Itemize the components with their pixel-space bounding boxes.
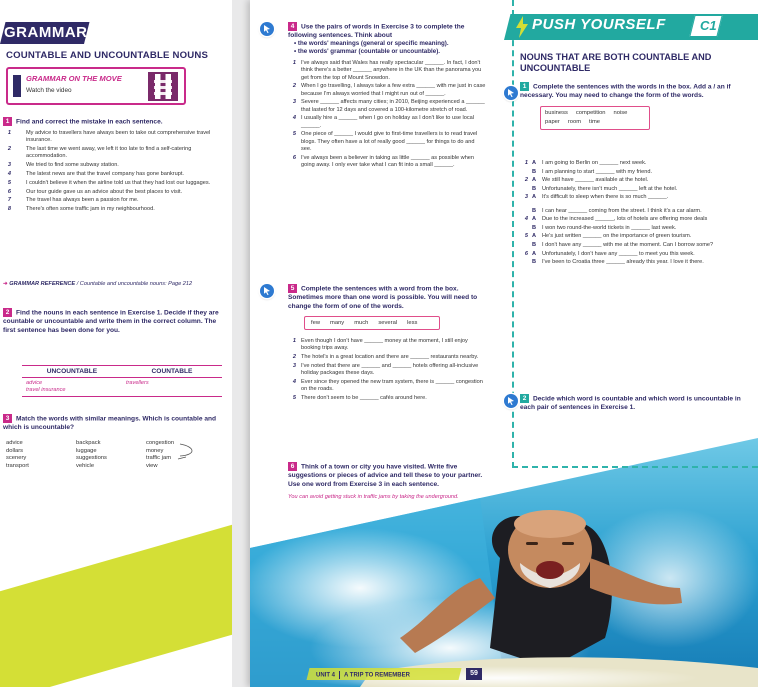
exercise-number: 1	[520, 82, 529, 91]
exercise-2	[3, 308, 223, 335]
uncountable-cell: advice travel insurance	[26, 380, 66, 394]
push-yourself-title: PUSH YOURSELF	[532, 16, 666, 33]
list-item: 8 There's often some traffic jam in my neighbourhood.	[7, 206, 155, 213]
audio-pointer-icon[interactable]	[504, 394, 518, 408]
page-number: 59	[466, 668, 482, 680]
list-item: B I don't have any ______ with me at the moment. Can I borrow some?	[532, 241, 714, 248]
list-item: 5 One piece of ______ I would give to first-time travellers is to read travel blogs. They often have a lot of really good ______ for things to do and see.	[292, 131, 478, 152]
push-yourself-panel	[504, 0, 758, 470]
on-the-move-title: GRAMMAR ON THE MOVE	[26, 74, 122, 83]
push-exercise-1	[520, 82, 742, 130]
list-item: 2 A We still have ______ available at the hotel.	[524, 177, 649, 184]
noun-table	[22, 365, 222, 397]
exercise-5	[288, 284, 486, 404]
column-header-uncountable: UNCOUNTABLE	[46, 368, 98, 375]
exercise-3	[3, 414, 223, 432]
audio-pointer-icon[interactable]	[260, 22, 274, 36]
grammar-on-the-move-box[interactable]	[6, 67, 186, 105]
exercise-instruction: 1 Complete the sentences with the words in the box. Add a / an if necessary. You may need to change the form of the words.	[520, 83, 731, 100]
exercise-number: 2	[520, 394, 529, 403]
exercise-number: 4	[288, 22, 297, 31]
exercise-1-items	[3, 130, 225, 213]
exercise-instruction: 2 Decide which word is countable and which word is uncountable in each pair of sentences in Exercise 1.	[520, 395, 741, 412]
exercise-4	[288, 22, 486, 171]
list-item: 6 A Unfortunately, I don't have any ______ to meet you this week.	[524, 250, 695, 257]
word-column: advice dollars scenery transport	[6, 440, 29, 469]
surfer-photo	[250, 438, 758, 687]
list-item: B I've been to Croatia three ______ already this year. I love it there.	[532, 259, 704, 266]
qr-code-icon[interactable]	[148, 72, 178, 101]
page-heading: COUNTABLE AND UNCOUNTABLE NOUNS	[6, 50, 209, 61]
exercise-instruction: 2 Find the nouns in each sentence in Exercise 1. Decide if they are countable or uncountable and write them in the correct column. The first sentence has been done for you.	[3, 309, 219, 335]
list-item: 3 A It's difficult to sleep when there is so much ______.	[524, 194, 669, 201]
list-item: 3 I've noted that there are ______ and ______ hotels offering all-inclusive holiday packages these days.	[292, 363, 479, 377]
section-label: GRAMMAR	[4, 24, 88, 41]
push-exercise-1-items	[520, 160, 744, 268]
exercise-number: 2	[3, 308, 12, 317]
list-item: 3 Severe ______ affects many cities; in 2010, Beijing experienced a ______ that lasted for 12 days and covered a 100-kilometre stretch of road.	[292, 99, 485, 113]
audio-pointer-icon[interactable]	[504, 86, 518, 100]
video-tab-icon	[13, 75, 21, 97]
list-item: B I am planning to start ______ with my friend.	[532, 168, 653, 175]
grammar-reference-link[interactable]: ➜ GRAMMAR REFERENCE / Countable and uncountable nouns: Page 212	[3, 281, 193, 287]
list-item: 1 My advice to travellers have always been to take out comprehensive travel insurance.	[7, 130, 211, 144]
exercise-instruction: 6 Think of a town or city you have visited. Write five suggestions or pieces of advice and tell these to your partner. Use one word from Exercise 3 in each sentence.	[288, 463, 483, 489]
footer-unit: UNIT 4 A TRIP TO REMEMBER	[316, 672, 410, 679]
list-item: 2 When I go travelling, I always take a few extra ______ with me just in case because I'm always worried that I might run out of ______.	[292, 83, 486, 97]
word-box: few many much several less	[304, 316, 440, 330]
word-column: congestion money traffic jam view	[146, 440, 175, 469]
example-sentence: You can avoid getting stuck in traffic jams by taking the underground.	[288, 494, 459, 501]
exercise-number: 6	[288, 462, 297, 471]
exercise-instruction: 4 Use the pairs of words in Exercise 3 to complete the following sentences. Think about	[288, 23, 465, 40]
list-item: 5 There don't seem to be ______ cafés around here.	[292, 395, 427, 402]
push-yourself-heading: NOUNS THAT ARE BOTH COUNTABLE AND UNCOUNTABLE	[520, 52, 712, 73]
list-item: 1 A I am going to Berlin on ______ next week.	[524, 160, 647, 166]
right-page	[250, 0, 758, 687]
exercise-number: 5	[288, 284, 297, 293]
push-exercise-2	[520, 394, 742, 412]
instruction-bullet: • the words' grammar (countable or uncountable).	[294, 48, 440, 56]
exercise-instruction: 5 Complete the sentences with a word from the box. Sometimes more than one word is possible. You will need to change the form of one of the words.	[288, 285, 478, 311]
exercise-number: 1	[3, 117, 12, 126]
arrow-right-icon: ➜	[3, 281, 8, 287]
countable-cell: travellers	[126, 380, 149, 386]
audio-pointer-icon[interactable]	[260, 284, 274, 298]
list-item: 5 A He's just written ______ on the importance of green tourism.	[524, 233, 692, 240]
list-item: 4 I usually hire a ______ when I go on holiday as I don't like to use local ______.	[292, 115, 475, 129]
level-label: C1	[700, 18, 717, 33]
list-item: B I won two round-the-world tickets in ______ last week.	[532, 224, 677, 231]
table-header	[22, 366, 222, 378]
instruction-bullet: • the words' meanings (general or specific meaning).	[294, 40, 449, 48]
lightning-icon	[514, 16, 530, 38]
list-item: B I can hear ______ coming from the street. I think it's a car alarm.	[532, 207, 702, 214]
table-row	[22, 378, 222, 396]
list-item: 1 Even though I don't have ______ money at the moment, I still enjoy booking trips away.	[292, 338, 468, 352]
exercise-instruction: 1 Find and correct the mistake in each sentence.	[3, 117, 225, 126]
list-item: 2 The hotel's in a great location and there are ______ restaurants nearby.	[292, 354, 479, 361]
list-item: 3 We tried to find some subway station.	[7, 162, 119, 169]
exercise-1	[3, 117, 225, 215]
column-header-countable: COUNTABLE	[151, 368, 193, 375]
list-item: 6 I've always been a believer in taking as little ______ as possible when going away. I only ever take what I can fit into a small ______.	[292, 154, 475, 168]
word-column: backpack luggage suggestions vehicle	[76, 440, 107, 469]
exercise-number: 3	[3, 414, 12, 423]
list-item: 1 I've always said that Wales has really spectacular ______. In fact, I don't think there's a better ______ anywhere in the UK than the panorama you get from the top of Mount Snowdon.	[292, 60, 482, 81]
watch-video-link[interactable]: Watch the video	[26, 87, 72, 94]
word-box: business competition noise paper room time	[540, 106, 650, 130]
list-item: 2 The last time we went away, we left it too late to find a self-catering accommodation.	[7, 146, 192, 160]
list-item: 4 The latest news are that the travel company has gone bankrupt.	[7, 171, 184, 178]
list-item: 7 The travel has always been a passion for me.	[7, 197, 139, 204]
list-item: 5 I couldn't believe it when the airline told us that they had lost our luggages.	[7, 179, 211, 186]
left-page	[0, 0, 232, 687]
list-item: B Unfortunately, there isn't much ______ left at the hotel.	[532, 185, 678, 192]
exercise-instruction: 3 Match the words with similar meanings. Which is countable and which is uncountable?	[3, 415, 217, 432]
list-item: 4 A Due to the increased ______, lots of hotels are offering more deals	[524, 216, 708, 223]
list-item: 4 Ever since they opened the new tram system, there is ______ congestion on the roads.	[292, 379, 483, 393]
matching-lines-icon	[166, 441, 206, 471]
decorative-green-shape	[0, 522, 232, 687]
list-item: 6 Our tour guide gave us an advice about the best places to visit.	[7, 188, 183, 195]
